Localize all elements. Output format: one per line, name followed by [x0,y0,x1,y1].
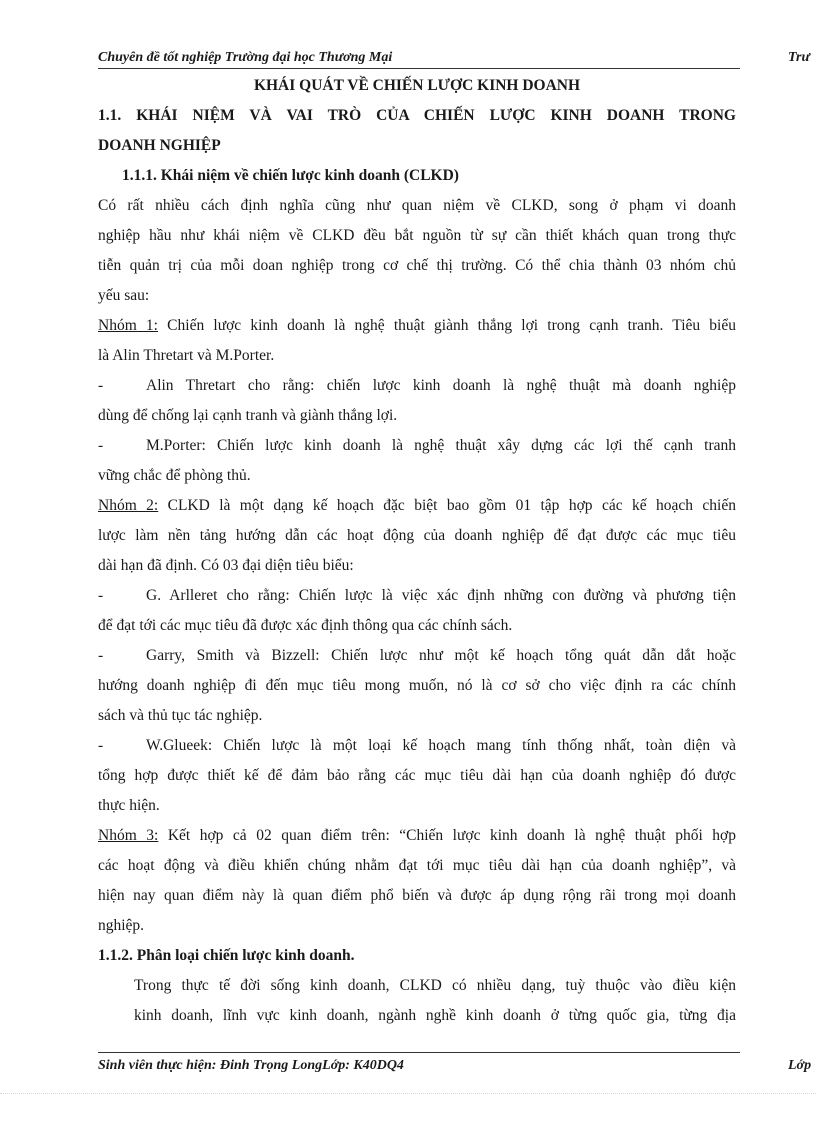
bullet-dash: - [98,737,104,754]
bullet-continuation: để đạt tới các mục tiêu đã được xác định thông qua các chính sách. [98,617,513,634]
footer-rule [98,1052,740,1053]
footer-left-text: Sinh viên thực hiện: Đinh Trọng LongLớp: K40DQ4 [98,1058,404,1073]
bullet-continuation: vững chắc để phòng thủ. [98,467,251,484]
group-3-text: Kết hợp cả 02 quan điểm trên: “Chiến lược kinh doanh là nghệ thuật phối hợp [158,827,737,844]
bullet-continuation: tổng hợp được thiết kế để đảm bảo rằng các mục tiêu dài hạn của doanh nghiệp đó được [98,767,736,784]
footer-right-text: Lớp [788,1058,812,1073]
header-right-text: Trư [788,50,810,65]
bullet-item [98,736,736,756]
group-2-line: lược làm nền tảng hướng dẫn các hoạt động của doanh nghiệp để đạt được các mục tiêu [98,527,736,544]
bullet-dash: - [98,437,104,454]
group-1-text: Chiến lược kinh doanh là nghệ thuật giành thắng lợi trong cạnh tranh. Tiêu biểu [158,317,736,334]
header-left-text: Chuyên đề tốt nghiệp Trường đại học Thương Mại [98,50,393,65]
chapter-title: KHÁI QUÁT VỀ CHIẾN LƯỢC KINH DOANH [253,77,581,94]
paragraph-line: Có rất nhiều cách định nghĩa cũng như quan niệm về CLKD, song ở phạm vi doanh [98,197,736,214]
group-1-label: Nhóm 1: [98,317,158,334]
header-rule [98,68,740,69]
group-3-label: Nhóm 3: [98,827,159,844]
paragraph-line: nghiệp hầu như khái niệm về CLKD đều bắt nguồn từ sự cần thiết khách quan trong thực [98,227,736,244]
bullet-continuation: dùng để chống lại cạnh tranh và giành thắng lợi. [98,407,398,424]
group-1-line: là Alin Thretart và M.Porter. [98,347,275,364]
paragraph-line: tiễn quản trị của mỗi doan nghiệp trong cơ chế thị trường. Có thể chia thành 03 nhóm chủ [98,257,736,274]
paragraph-line: kinh doanh, lĩnh vực kinh doanh, ngành nghề kinh doanh ở từng quốc gia, từng địa [134,1007,736,1024]
subsection-heading-2: 1.1.2. Phân loại chiến lược kinh doanh. [98,947,355,964]
bullet-item [98,646,736,666]
bullet-text: Garry, Smith và Bizzell: Chiến lược như một kế hoạch tổng quát dẫn dắt hoặc [146,647,736,664]
bullet-dash: - [98,587,104,604]
bullet-item [98,586,736,606]
bullet-text: M.Porter: Chiến lược kinh doanh là nghệ thuật xây dựng các lợi thế cạnh tranh [146,437,736,454]
bullet-text: W.Glueek: Chiến lược là một loại kế hoạch mang tính thống nhất, toàn diện và [146,737,736,754]
bullet-dash: - [98,377,104,394]
bullet-text: G. Arlleret cho rằng: Chiến lược là việc xác định những con đường và phương tiện [146,587,736,604]
group-1-line [98,316,736,336]
paragraph-line: Trong thực tế đời sống kinh doanh, CLKD có nhiều dạng, tuỳ thuộc vào điều kiện [134,977,736,994]
paragraph-line: yếu sau: [98,287,150,304]
subsection-heading-1: 1.1.1. Khái niệm về chiến lược kinh doanh (CLKD) [122,167,459,184]
page-footer [98,1058,816,1074]
bullet-continuation: sách và thủ tục tác nghiệp. [98,707,263,724]
section-heading-line-2: DOANH NGHIỆP [98,137,221,154]
bullet-continuation: hướng doanh nghiệp đi đến mục tiêu mong muốn, nó là cơ sở cho việc định ra các chính [98,677,736,694]
page-break-line [0,1093,816,1094]
section-heading-line-1: 1.1. KHÁI NIỆM VÀ VAI TRÒ CỦA CHIẾN LƯỢC KINH DOANH TRONG [98,107,736,124]
bullet-dash: - [98,647,104,664]
group-3-line [98,826,736,846]
group-3-line: hiện nay quan điểm này là quan điểm phổ biến và được áp dụng rộng rãi trong mọi doanh [98,887,736,904]
page-header [98,50,816,66]
bullet-item [98,436,736,456]
group-2-label: Nhóm 2: [98,497,159,514]
group-3-line: các hoạt động và điều khiển chúng nhằm đạt tới mục tiêu dài hạn của doanh nghiệp”, và [98,857,736,874]
bullet-text: Alin Thretart cho rằng: chiến lược kinh doanh là nghệ thuật mà doanh nghiệp [146,377,736,394]
group-3-line: nghiệp. [98,917,145,934]
bullet-item [98,376,736,396]
group-2-line [98,496,736,516]
group-2-text: CLKD là một dạng kế hoạch đặc biệt bao gồm 01 tập hợp các kế hoạch chiến [158,497,736,514]
bullet-continuation: thực hiện. [98,797,160,814]
group-2-line: dài hạn đã định. Có 03 đại diện tiêu biểu: [98,557,354,574]
